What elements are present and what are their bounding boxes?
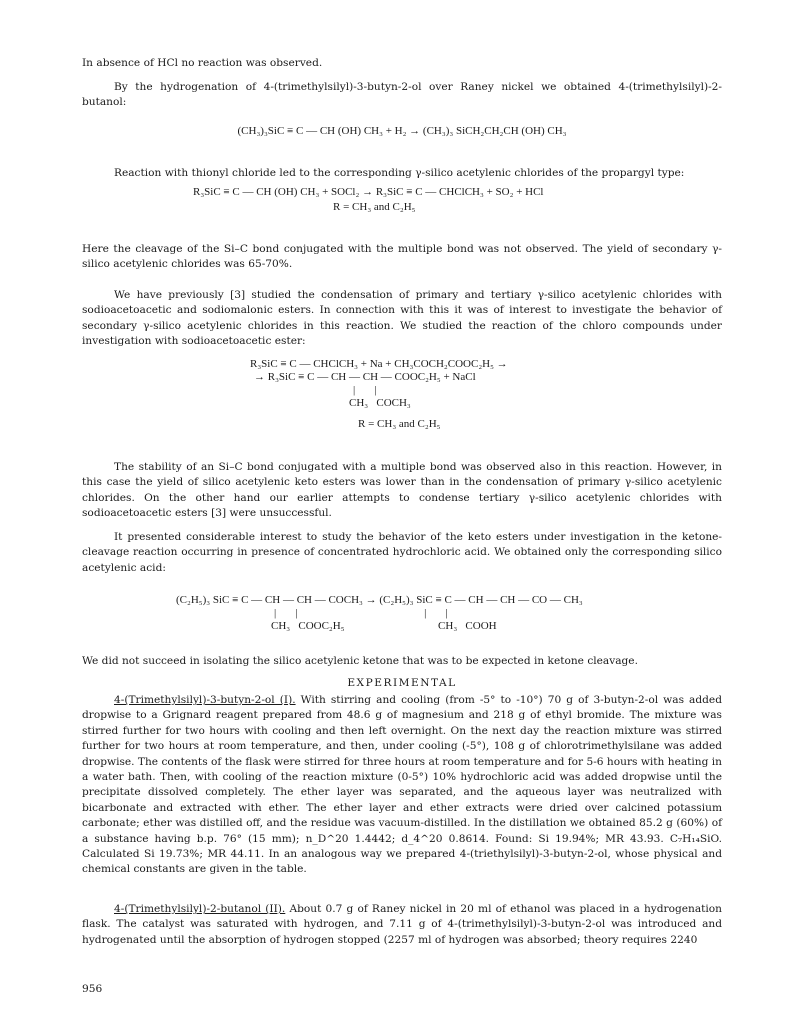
equation-cleavage-line1: (C₂H₅)₃ SiC ≡ C — CH — CH — COCH₃ → (C₂H₅)₃ SiC ≡ C — CH — CH — CO — CH₃ xyxy=(176,594,583,606)
paragraph-ketone-cleavage: It presented considerable interest to study the behavior of the keto esters under investigation in the ketone-cleavage reaction occurring in presence of concentrated hydrochloric acid. We obtained only the corresponding silico acetylenic acid: xyxy=(82,531,722,574)
equation-condensation-line1: R₃SiC ≡ C — CHClCH₃ + Na + CH₃COCH₂COOC₂H₅ → xyxy=(250,358,508,370)
equation-hydrogenation: (CH₃)₃SiC ≡ C — CH (OH) CH₃ + H₂ → (CH₃)₃ SiCH₂CH₂CH (OH) CH₃ xyxy=(237,125,567,137)
paragraph-cleavage: Here the cleavage of the Si–C bond conjugated with the multiple bond was not observed. The yield of secondary γ-silico acetylenic chlorides was 65-70%. xyxy=(82,243,722,271)
equation-thionyl-line1: R₃SiC ≡ C — CH (OH) CH₃ + SOCl₂ → R₃SiC ≡ C — CHClCH₃ + SO₂ + HCl xyxy=(193,186,544,198)
equation-condensation-substituents: CH₃ COCH₃ xyxy=(349,397,411,409)
compound-one-body: With stirring and cooling (from -5° to -10°) 70 g of 3-butyn-2-ol was added dropwise to a Grignard reagent prepared from 48.6 g of magnesium and 218 g of ethyl bromide. The mixture was stirred further for two hours with cooling and then left overnight. On the next day the reaction mixture was stirred further for two hours at room temperature, and then, under cooling (-5°), 108 g of chlorotrimethylsilane was added dropwise. The contents of the flask were stirred for three hours at room temperature and for 5-6 hours with heating in a water bath. Then, with cooling of the reaction mixture (0-5°) 10% hydrochloric acid was added dropwise until the precipitate dissolved completely. The ether layer was separated, and the aqueous layer was neutralized with bicarbonate and extracted with ether. The ether layer and ether extracts were dried over calcined potassium carbonate; ether was distilled off, and the residue was vacuum-distilled. In the distillation we obtained 85.2 g (60%) of a substance having b.p. 76° (15 mm); n_D^20 1.4442; d_4^20 0.8614. Found: Si 19.94%; MR 43.93. C₇H₁₄SiO. Calculated Si 19.73%; MR 44.11. In an analogous way we prepared 4-(triethylsilyl)-3-butyn-2-ol, whose physical and chemical constants are given in the table. xyxy=(82,694,722,876)
paragraph-hcl-note: In absence of HCl no reaction was observed. xyxy=(82,57,323,69)
compound-two-title: 4-(Trimethylsilyl)-2-butanol (II). xyxy=(114,903,286,915)
page-number: 956 xyxy=(82,983,103,995)
section-heading-experimental: EXPERIMENTAL xyxy=(347,677,457,689)
paragraph-hydrogenation: By the hydrogenation of 4-(trimethylsilyl)-3-butyn-2-ol over Raney nickel we obtained 4-(trimethylsilyl)-2-butanol: xyxy=(82,81,722,109)
equation-condensation-line2: → R₃SiC ≡ C — CH — CH — COOC₂H₅ + NaCl xyxy=(254,371,476,383)
compound-one-paragraph xyxy=(82,693,722,878)
compound-one-title: 4-(Trimethylsilyl)-3-butyn-2-ol (I). xyxy=(114,694,296,706)
equation-condensation-r-definition: R = CH₃ and C₂H₅ xyxy=(358,418,441,430)
equation-thionyl-r-definition: R = CH₃ and C₂H₅ xyxy=(333,201,416,213)
compound-two-paragraph xyxy=(82,902,722,948)
paragraph-condensation: We have previously [3] studied the condensation of primary and tertiary γ-silico acetylenic chlorides with sodioacetoacetic and sodiomalonic esters. In connection with this it was of interest to investigate the behavior of secondary γ-silico acetylenic chlorides in this reaction. We studied the reaction of the chloro compounds under investigation with sodioacetoacetic ester: xyxy=(82,289,722,348)
equation-cleavage-bonds: | | | | xyxy=(274,607,448,619)
paragraph-no-ketone: We did not succeed in isolating the silico acetylenic ketone that was to be expected in ketone cleavage. xyxy=(82,655,638,667)
paragraph-stability: The stability of an Si–C bond conjugated with a multiple bond was observed also in this reaction. However, in this case the yield of silico acetylenic keto esters was lower than in the condensation of primary γ-silico acetylenic chlorides. On the other hand our earlier attempts to condense tertiary γ-silico acetylenic chlorides with sodioacetoacetic esters [3] were unsuccessful. xyxy=(82,461,722,520)
compound-two-body: About 0.7 g of Raney nickel in 20 ml of ethanol was placed in a hydrogenation flask. The catalyst was saturated with hydrogen, and 7.11 g of 4-(trimethylsilyl)-3-butyn-2-ol was introduced and hydrogenated until the absorption of hydrogen stopped (2257 ml of hydrogen was absorbed; theory requires 2240 xyxy=(82,903,723,946)
paragraph-thionyl: Reaction with thionyl chloride led to the corresponding γ-silico acetylenic chlorides of the propargyl type: xyxy=(114,167,685,179)
equation-cleavage-substituents: CH₃ COOC₂H₅ CH₃ COOH xyxy=(271,620,497,632)
equation-condensation-bonds: | | xyxy=(353,384,377,396)
